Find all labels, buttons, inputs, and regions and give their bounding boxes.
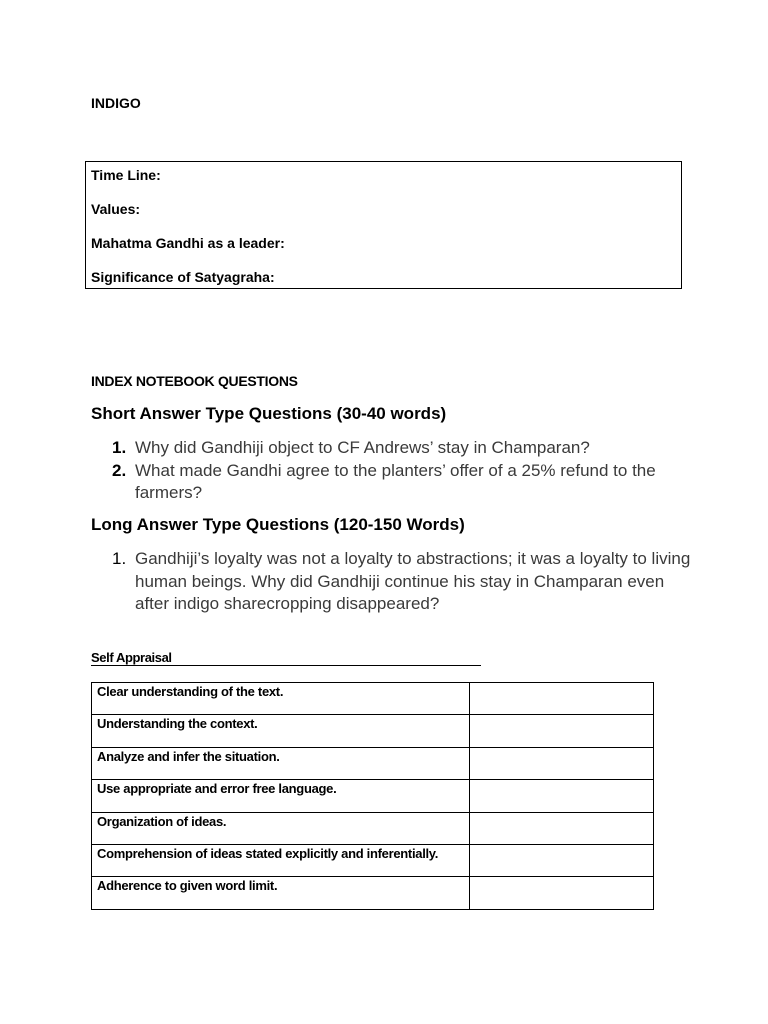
criterion-cell: Organization of ideas. [92, 812, 470, 844]
score-cell [470, 844, 654, 876]
score-cell [470, 747, 654, 779]
long-answer-list [91, 548, 691, 616]
info-line-values: Values: [91, 201, 141, 217]
criterion-cell: Clear understanding of the text. [92, 683, 470, 715]
table-row [92, 877, 654, 909]
question-text: Why did Gandhiji object to CF Andrews’ stay in Champaran? [135, 438, 590, 457]
criterion-cell: Understanding the context. [92, 715, 470, 747]
info-box [85, 161, 682, 289]
short-answer-question [91, 460, 691, 505]
table-row [92, 747, 654, 779]
question-number: 2. [112, 460, 127, 480]
criterion-cell: Adherence to given word limit. [92, 877, 470, 909]
info-line-time-line: Time Line: [91, 167, 161, 183]
score-cell [470, 715, 654, 747]
self-appraisal-table [91, 682, 654, 910]
criterion-cell: Analyze and infer the situation. [92, 747, 470, 779]
question-number: 1. [112, 438, 127, 457]
score-cell [470, 780, 654, 812]
score-cell [470, 877, 654, 909]
score-cell [470, 812, 654, 844]
short-answer-list [91, 437, 691, 505]
self-appraisal-label: Self Appraisal [91, 651, 481, 666]
table-row [92, 844, 654, 876]
table-row [92, 812, 654, 844]
info-line-satyagraha: Significance of Satyagraha: [91, 269, 275, 285]
short-answer-question [91, 437, 691, 460]
table-row [92, 715, 654, 747]
criterion-cell: Use appropriate and error free language. [92, 780, 470, 812]
long-answer-question [91, 548, 691, 616]
question-text: Gandhiji’s loyalty was not a loyalty to abstractions; it was a loyalty to living human beings. Why did Gandhiji continue his stay in Champaran even after indigo sharecropping disappeared? [135, 549, 691, 613]
info-line-leader: Mahatma Gandhi as a leader: [91, 235, 285, 251]
index-notebook-heading: INDEX NOTEBOOK QUESTIONS [91, 373, 298, 389]
table-row [92, 780, 654, 812]
table-row [92, 683, 654, 715]
question-number: 1. [112, 549, 127, 568]
criterion-cell: Comprehension of ideas stated explicitly and inferentially. [92, 844, 470, 876]
score-cell [470, 683, 654, 715]
document-title: INDIGO [91, 95, 141, 111]
short-answer-heading: Short Answer Type Questions (30-40 words) [91, 404, 447, 423]
long-answer-heading: Long Answer Type Questions (120-150 Words) [91, 515, 465, 534]
question-text: What made Gandhi agree to the planters’ offer of a 25% refund to the farmers? [135, 460, 656, 502]
